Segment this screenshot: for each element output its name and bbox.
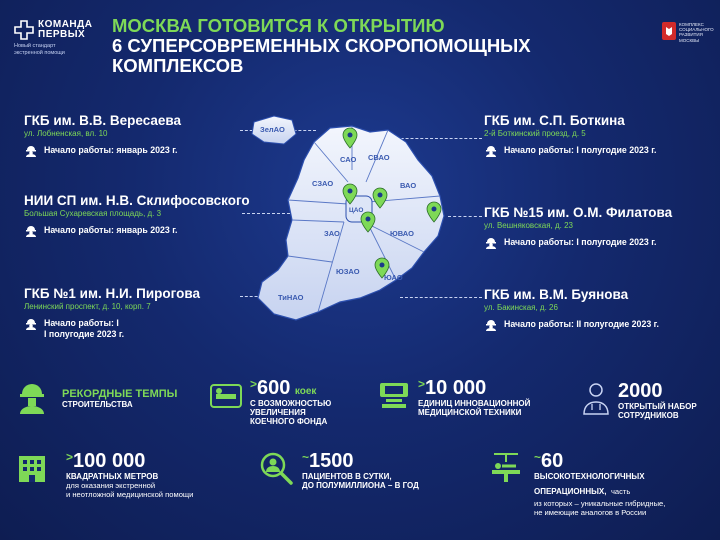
logo-tagline1: Новый стандарт <box>14 43 56 49</box>
beds-prefix: > <box>250 377 258 391</box>
logo-tagline2: экстренной помощи <box>14 50 65 56</box>
area-line1: КВАДРАТНЫХ МЕТРОВ <box>66 472 159 481</box>
stat-record <box>14 380 177 416</box>
stat-staff <box>582 380 697 420</box>
operating-prefix: ~ <box>534 450 542 464</box>
equipment-line1: ЕДИНИЦ ИННОВАЦИОННОЙ <box>418 399 531 408</box>
hospital-address: 2-й Боткинский проезд, д. 5 <box>484 129 586 138</box>
operating-table-icon <box>488 450 524 486</box>
label-yuvao: ЮВАО <box>390 229 414 238</box>
hospital-address: ул. Лобненская, вл. 10 <box>24 129 108 138</box>
beds-unit: коек <box>294 386 317 397</box>
doctor-icon <box>582 380 610 416</box>
equipment-value: 10 000 <box>425 377 487 399</box>
label-sao: САО <box>340 155 357 164</box>
title-line1: МОСКВА ГОТОВИТСЯ К ОТКРЫТИЮ <box>112 15 445 36</box>
stat-area <box>14 450 193 499</box>
patients-value: 1500 <box>309 450 354 472</box>
hospital-start: Начало работы: январь 2023 г. <box>44 145 178 155</box>
construction-worker-icon <box>14 380 50 416</box>
hospital-bed-icon <box>208 377 244 413</box>
staff-value: 2000 <box>618 380 663 402</box>
moscow-map <box>248 112 456 326</box>
hospital-start-line1: Начало работы: I <box>44 318 119 328</box>
operating-line2b: часть <box>610 487 631 496</box>
operating-line2: ОПЕРАЦИОННЫХ, <box>534 487 607 496</box>
patients-line2: ДО ПОЛУМИЛЛИОНА – В ГОД <box>302 481 419 490</box>
patient-search-icon <box>258 450 294 486</box>
stat-beds <box>208 377 331 426</box>
label-yuzao: ЮЗАО <box>336 267 360 276</box>
hospital-address: ул. Бакинская, д. 26 <box>484 303 558 312</box>
staff-line2: СОТРУДНИКОВ <box>618 411 679 420</box>
title-line2: 6 СУПЕРСОВРЕМЕННЫХ СКОРОПОМОЩНЫХ КОМПЛЕКСОВ <box>112 35 531 76</box>
area-line2: для оказания экстренной <box>66 481 156 490</box>
operating-line4: не имеющие аналогов в России <box>534 508 647 517</box>
patients-prefix: ~ <box>302 450 310 464</box>
stat-patients <box>258 450 419 490</box>
dept-line2: СОЦИАЛЬНОГО <box>679 27 714 33</box>
hospital-botkin <box>484 113 714 157</box>
dept-line4: МОСКВЫ <box>679 37 700 43</box>
worker-icon <box>24 318 38 330</box>
label-yuao: ЮАО <box>384 273 403 282</box>
building-icon <box>14 450 50 486</box>
area-value: 100 000 <box>73 450 146 472</box>
hospital-start: Начало работы: I полугодие 2023 г. <box>504 145 657 155</box>
department-logo <box>662 22 716 43</box>
beds-line2: УВЕЛИЧЕНИЯ <box>250 408 306 417</box>
hospital-start: Начало работы: январь 2023 г. <box>44 225 178 235</box>
hospital-sklifosovsky <box>24 193 264 237</box>
beds-line3: КОЕЧНОГО ФОНДА <box>250 417 328 426</box>
hospital-start: Начало работы: I полугодие 2023 г. <box>504 237 657 247</box>
label-vao: ВАО <box>400 181 417 190</box>
label-svao: СВАО <box>368 153 390 162</box>
operating-line3: из которых – уникальные гибридные, <box>534 499 666 508</box>
operating-value: 60 <box>541 450 564 472</box>
beds-value: 600 <box>257 377 291 399</box>
patients-line1: ПАЦИЕНТОВ В СУТКИ, <box>302 472 392 481</box>
hospital-name: ГКБ им. С.П. Боткина <box>484 113 625 128</box>
label-szao: СЗАО <box>312 179 334 188</box>
team-logo <box>14 20 106 57</box>
hospital-filatov <box>484 205 714 249</box>
area-prefix: > <box>66 450 74 464</box>
equipment-prefix: > <box>418 377 426 391</box>
worker-icon <box>484 237 498 249</box>
hospital-pirogov <box>24 286 254 340</box>
worker-icon <box>484 145 498 157</box>
hospital-name: ГКБ им. В.М. Буянова <box>484 287 629 302</box>
stat-equipment <box>376 377 530 417</box>
worker-icon <box>24 145 38 157</box>
worker-icon <box>484 319 498 331</box>
hospital-address: Ленинский проспект, д. 10, корп. 7 <box>24 302 151 311</box>
hospital-start: Начало работы: II полугодие 2023 г. <box>504 319 659 329</box>
hospital-address: ул. Вешняковская, д. 23 <box>484 221 574 230</box>
stat-operating <box>488 450 665 517</box>
record-line2: СТРОИТЕЛЬСТВА <box>62 399 133 409</box>
dept-line1: КОМПЛЕКС <box>679 22 704 27</box>
logo-line1: КОМАНДА <box>38 19 93 30</box>
hospital-name: НИИ СП им. Н.В. Склифосовского <box>24 193 250 208</box>
equipment-line2: МЕДИЦИНСКОЙ ТЕХНИКИ <box>418 408 522 417</box>
medical-device-icon <box>376 377 412 413</box>
hospital-name: ГКБ №15 им. О.М. Филатова <box>484 205 673 220</box>
logo-line2: ПЕРВЫХ <box>38 29 86 40</box>
hospital-name: ГКБ им. В.В. Вересаева <box>24 113 182 128</box>
hospital-start-line2: I полугодие 2023 г. <box>44 329 125 339</box>
page-title <box>112 16 632 76</box>
hospital-veresaev <box>24 113 254 157</box>
hospital-address: Большая Сухаревская площадь, д. 3 <box>24 209 162 218</box>
cross-logo-icon <box>14 20 34 40</box>
label-zelao: ЗелАО <box>260 125 285 134</box>
beds-line1: С ВОЗМОЖНОСТЬЮ <box>250 399 332 408</box>
label-cao: ЦАО <box>349 207 364 214</box>
staff-line1: ОТКРЫТЫЙ НАБОР <box>618 402 697 411</box>
record-line1: РЕКОРДНЫЕ ТЕМПЫ <box>62 387 178 400</box>
label-tinao: ТиНАО <box>278 293 304 302</box>
label-zao: ЗАО <box>324 229 340 238</box>
area-line3: и неотложной медицинской помощи <box>66 490 194 499</box>
worker-icon <box>24 225 38 237</box>
hospital-buyanov <box>484 287 714 331</box>
moscow-emblem-icon <box>662 22 676 40</box>
operating-line1: ВЫСОКОТЕХНОЛОГИЧНЫХ <box>534 472 645 481</box>
dept-line3: РАЗВИТИЯ <box>679 32 703 38</box>
hospital-name: ГКБ №1 им. Н.И. Пирогова <box>24 286 200 301</box>
